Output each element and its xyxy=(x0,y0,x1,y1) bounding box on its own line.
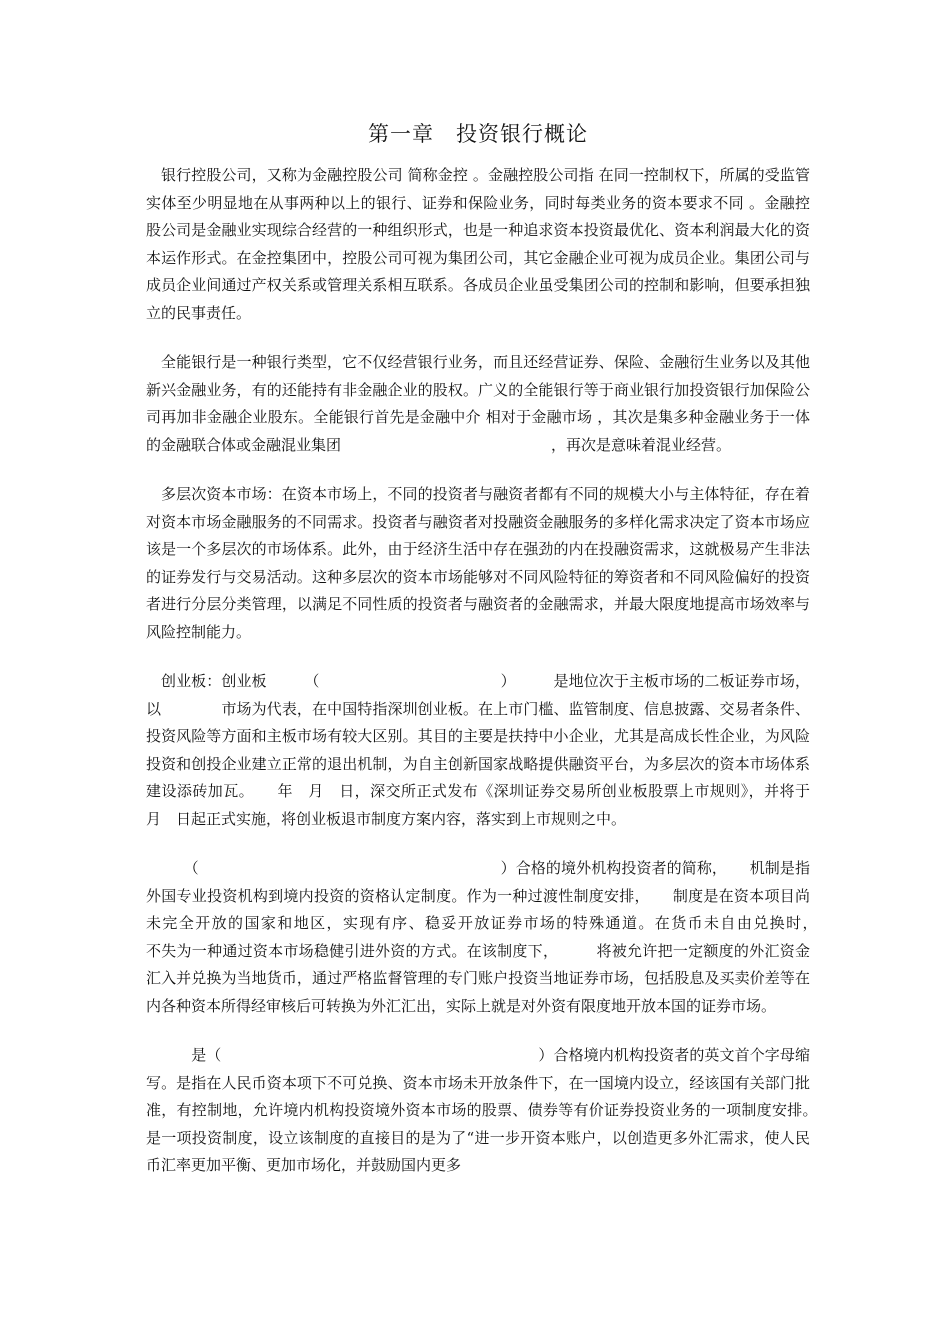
paragraph-universal-bank: 全能银行是一种银行类型，它不仅经营银行业务，而且还经营证券、保险、金融衍生业务以及其他新兴金融业务，有的还能持有非金融企业的股权。广义的全能银行等于商业银行加投资银行加保险公司再加非金融企业股东。全能银行首先是金融中介 相对于金融市场 ，其次是集多种金融业务于一体的金融联合体或金融混业集团 ，再次是意味着混业经营。 xyxy=(146,353,810,454)
document-page xyxy=(146,118,856,1202)
paragraph-financial-holding-company: 银行控股公司，又称为金融控股公司 简称金控 。金融控股公司指 在同一控制权下，所属的受监管实体至少明显地在从事两种以上的银行、证券和保险业务，同时每类业务的资本要求不同 。金融控股公司是金融业实现综合经营的一种组织形式，也是一种追求资本投资最优化、资本利润最大化的资本运作形式。在金控集团中，控股公司可视为集团公司，其它金融企业可视为成员企业。集团公司与成员企业间通过产权关系或管理关系相互联系。各成员企业虽受集团公司的控制和影响，但要承担独立的民事责任。 xyxy=(146,166,810,322)
paragraph-qfii: （ ）合格的境外机构投资者的简称， 机制是指外国专业投资机构到境内投资的资格认定制度。作为一种过渡性制度安排， 制度是在资本项目尚未完全开放的国家和地区，实现有序、稳妥开放证券市场的特殊通道。在货币未自由兑换时， 不失为一种通过资本市场稳健引进外资的方式。在该制度下， 将被允许把一定额度的外汇资金汇入并兑换为当地货币，通过严格监督管理的专门账户投资当地证券市场，包括股息及买卖价差等在内各种资本所得经审核后可转换为外汇汇出，实际上就是对外资有限度地开放本国的证券市场。 xyxy=(146,859,856,1015)
paragraph-multi-level-capital-market: 多层次资本市场：在资本市场上，不同的投资者与融资者都有不同的规模大小与主体特征，存在着对资本市场金融服务的不同需求。投资者与融资者对投融资金融服务的多样化需求决定了资本市场应该是一个多层次的市场体系。此外，由于经济生活中存在强劲的内在投融资需求，这就极易产生非法的证券发行与交易活动。这种多层次的资本市场能够对不同风险特征的筹资者和不同风险偏好的投资者进行分层分类管理，以满足不同性质的投资者与融资者的金融需求，并最大限度地提高市场效率与风险控制能力。 xyxy=(146,485,810,641)
paragraph-qdii: 是（ ）合格境内机构投资者的英文首个字母缩写。是指在人民币资本项下不可兑换、资本市场未开放条件下，在一国境内设立，经该国有关部门批准，有控制地，允许境内机构投资境外资本市场的股票、债券等有价证券投资业务的一项制度安排。 是一项投资制度，设立该制度的直接目的是为了“进一步开资本账户，以创造更多外汇需求，使人民币汇率更加平衡、更加市场化，并鼓励国内更多 xyxy=(146,1046,856,1174)
paragraph-growth-enterprise-board: 创业板：创业板 （ ） 是地位次于主板市场的二板证券市场，以 市场为代表，在中国特指深圳创业板。在上市门槛、监管制度、信息披露、交易者条件、投资风险等方面和主板市场有较大区别。其目的主要是扶持中小企业，尤其是高成长性企业，为风险投资和创投企业建立正常的退出机制，为自主创新国家战略提供融资平台，为多层次的资本市场体系建设添砖加瓦。 年 月 日，深交所正式发布《深圳证券交易所创业板股票上市规则》，并将于 月 日起正式实施，将创业板退市制度方案内容，落实到上市规则之中。 xyxy=(146,672,826,828)
chapter-title: 第一章 投资银行概论 xyxy=(368,122,588,146)
